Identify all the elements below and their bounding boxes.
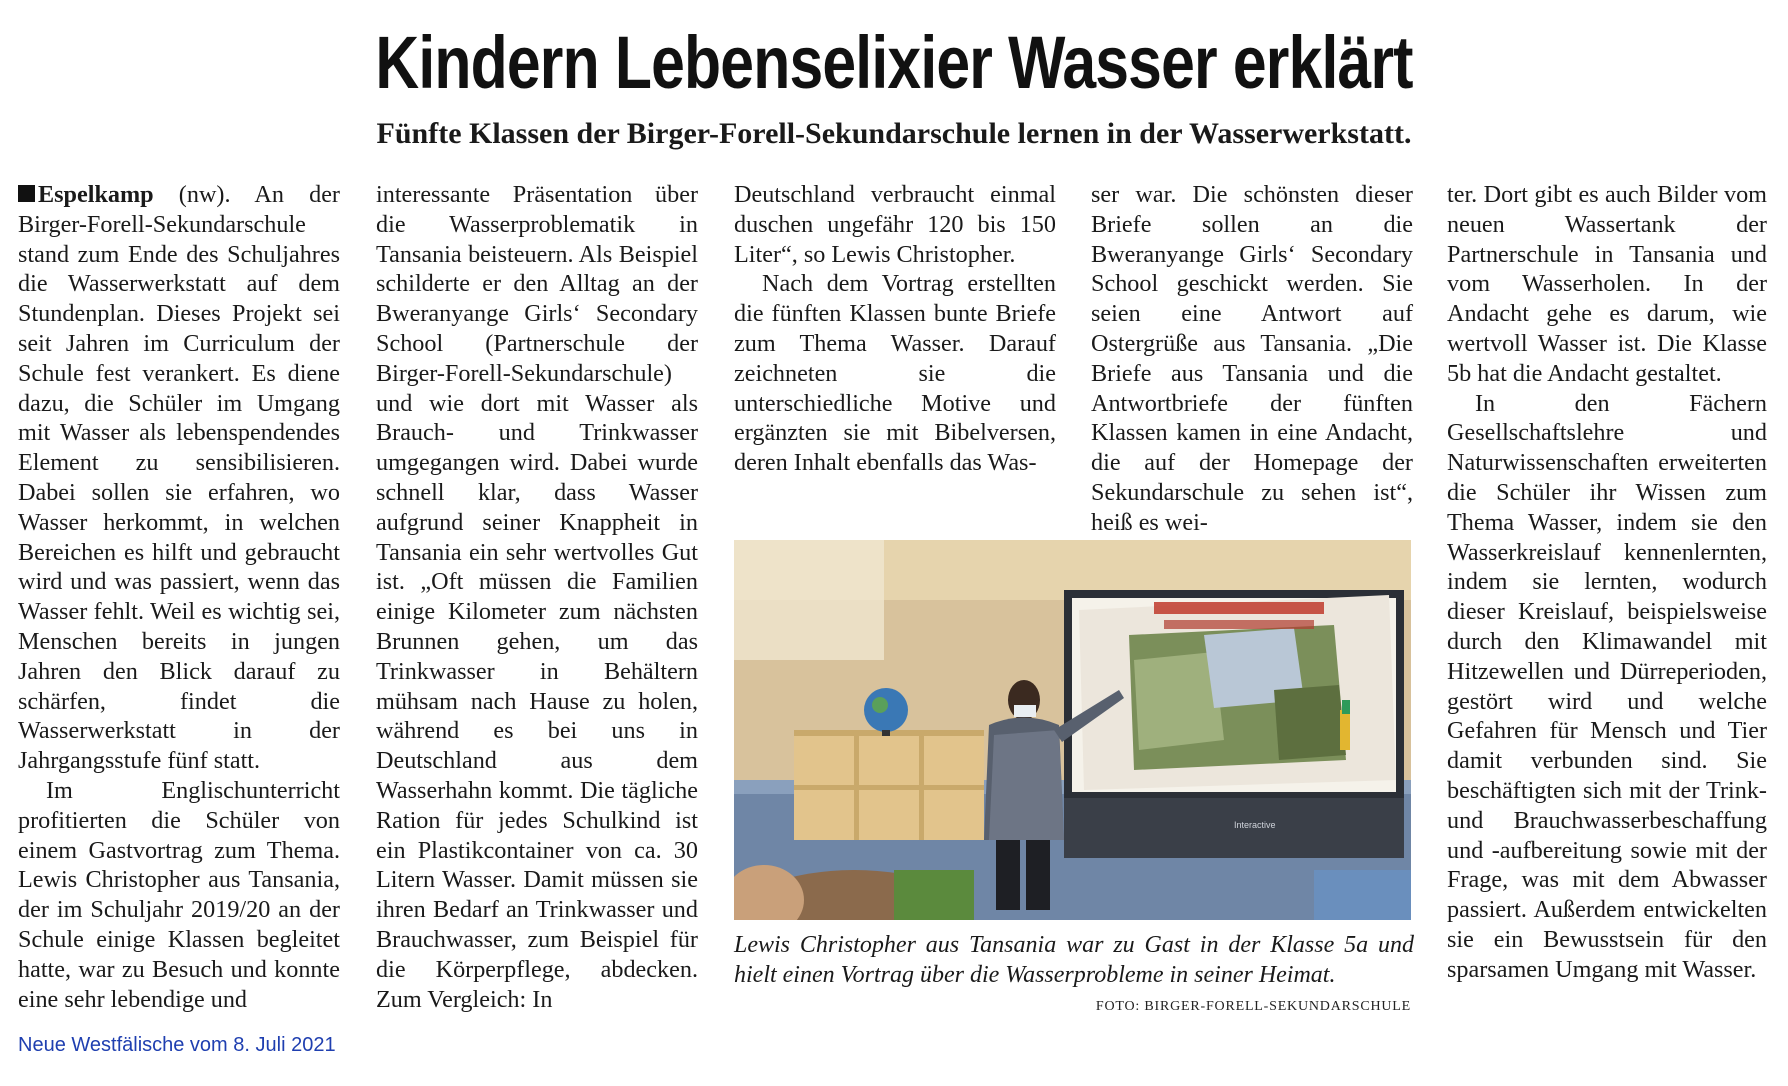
article-column-4 xyxy=(1091,180,1413,538)
dateline-place: Espelkamp xyxy=(38,181,154,208)
paragraph: interessante Präsentation über die Wasserproblematik in Tansania beisteuern. Als Beispiel schilderte er den Alltag an der Bweranyange Girls‘ Secondary School (Partnerschule der Birger-Forell-Sekundarschule) und wie dort mit Wasser als Brauch- und Trinkwasser umgegangen wird. Dabei wurde schnell klar, dass Wasser aufgrund seiner Knappheit in Tansania ein sehr wertvolles Gut ist. „Oft müssen die Familien einige Kilometer zum nächsten Brunnen gehen, um das Trinkwasser in Behältern mühsam nach Hause zu holen, während es bei uns in Deutschland aus dem Wasserhahn kommt. Die tägliche Ration für jedes Schulkind ist ein Plastikcontainer von ca. 30 Litern Wasser. Damit müssen sie ihren Bedarf an Trinkwasser und Brauchwasser, zum Beispiel für die Körperpflege, abdecken. Zum Vergleich: In xyxy=(376,181,698,1013)
article-column-2 xyxy=(376,180,698,1014)
paragraph: In den Fächern Gesellschaftslehre und Naturwissenschaften erweiterten die Schüler ihr Wissen zum Thema Wasser, indem sie den Wasserkreislauf kennenlernten, indem sie lernten, wodurch dieser Kreislauf, beispielsweise durch den Klimawandel mit Hitzewellen und Dürreperioden, gestört wird und welche Gefahren für Mensch und Tier damit verbunden sind. Sie beschäftigten sich mit der Trink- und Brauchwasserbeschaffung und -aufbereitung sowie mit der Frage, was mit dem Abwasser passiert. Außerdem entwickelten sie ein Bewusstsein für den sparsamen Umgang mit Wasser. xyxy=(1447,389,1767,983)
photo-credit: FOTO: BIRGER-FORELL-SEKUNDARSCHULE xyxy=(1095,999,1411,1014)
photo-caption xyxy=(734,930,1414,990)
article-column-5 xyxy=(1447,180,1767,985)
classroom-photo xyxy=(734,540,1411,920)
dateline-agency: (nw). xyxy=(153,181,255,208)
paragraph: Nach dem Vortrag erstellten die fünften Klassen bunte Briefe zum Thema Wasser. Darauf zeichneten sie die unterschiedliche Motive und ergänzten sie mit Bibelversen, deren Inhalt ebenfalls das Was- xyxy=(734,270,1056,477)
paragraph-text: An der Birger-Forell-Sekundarschule stand zum Ende des Schuljahres die Wasserwerkstatt auf dem Stundenplan. Dieses Projekt sei seit Jahren im Curriculum der Schule fest verankert. Es diene dazu, die Schüler im Umgang mit Wasser als lebenspendendes Element zu sensibilisieren. Dabei sollen sie erfahren, wo Wasser herkommt, in welchen Bereichen es hilft und gebraucht wird und was passiert, wenn das Wasser fehlt. Weil es wichtig sei, Menschen bereits in jungen Jahren den Blick darauf zu schärfen, findet die Wasserwerkstatt in der Jahrgangsstufe fünf statt. xyxy=(18,181,340,775)
board-brand: Interactive xyxy=(1234,820,1276,830)
caption-text: Lewis Christopher aus Tansania war zu Gast in der Klasse 5a und hielt einen Vortrag über die Wasserprobleme in seiner Heimat. xyxy=(734,932,1414,988)
headline: Kindern Lebenselixier Wasser erklärt xyxy=(375,21,1413,104)
paragraph xyxy=(18,180,340,776)
source-note: Neue Westfälische vom 8. Juli 2021 xyxy=(18,1034,336,1056)
classroom-photo-illustration xyxy=(734,540,1411,920)
article-column-3 xyxy=(734,180,1056,478)
subheadline: Fünfte Klassen der Birger-Forell-Sekundarschule lernen in der Wasserwerkstatt. xyxy=(376,117,1412,150)
dateline-square-icon xyxy=(18,185,35,202)
article-column-1 xyxy=(18,180,340,1014)
paragraph: Deutschland verbraucht einmal duschen ungefähr 120 bis 150 Liter“, so Lewis Christopher. xyxy=(734,181,1056,268)
paragraph: ser war. Die schönsten dieser Briefe sollen an die Bweranyange Girls‘ Secondary School geschickt werden. Sie seien eine Antwort auf Ostergrüße aus Tansania. „Die Briefe aus Tansania und die Antwortbriefe der fünften Klassen kamen in eine Andacht, die auf der Homepage der Sekundarschule zu sehen ist“, heiß es wei- xyxy=(1091,181,1413,536)
paragraph: Im Englischunterricht profitierten die Schüler von einem Gastvortrag zum Thema. Lewis Christopher aus Tansania, der im Schuljahr 2019/20 an der Schule einige Klassen begleitet hatte, war zu Besuch und konnte eine sehr lebendige und xyxy=(18,776,340,1013)
paragraph: ter. Dort gibt es auch Bilder vom neuen Wassertank der Partnerschule in Tansania und vom Wasserholen. In der Andacht gehe es darum, wie wertvoll Wasser ist. Die Klasse 5b hat die Andacht gestaltet. xyxy=(1447,181,1767,387)
